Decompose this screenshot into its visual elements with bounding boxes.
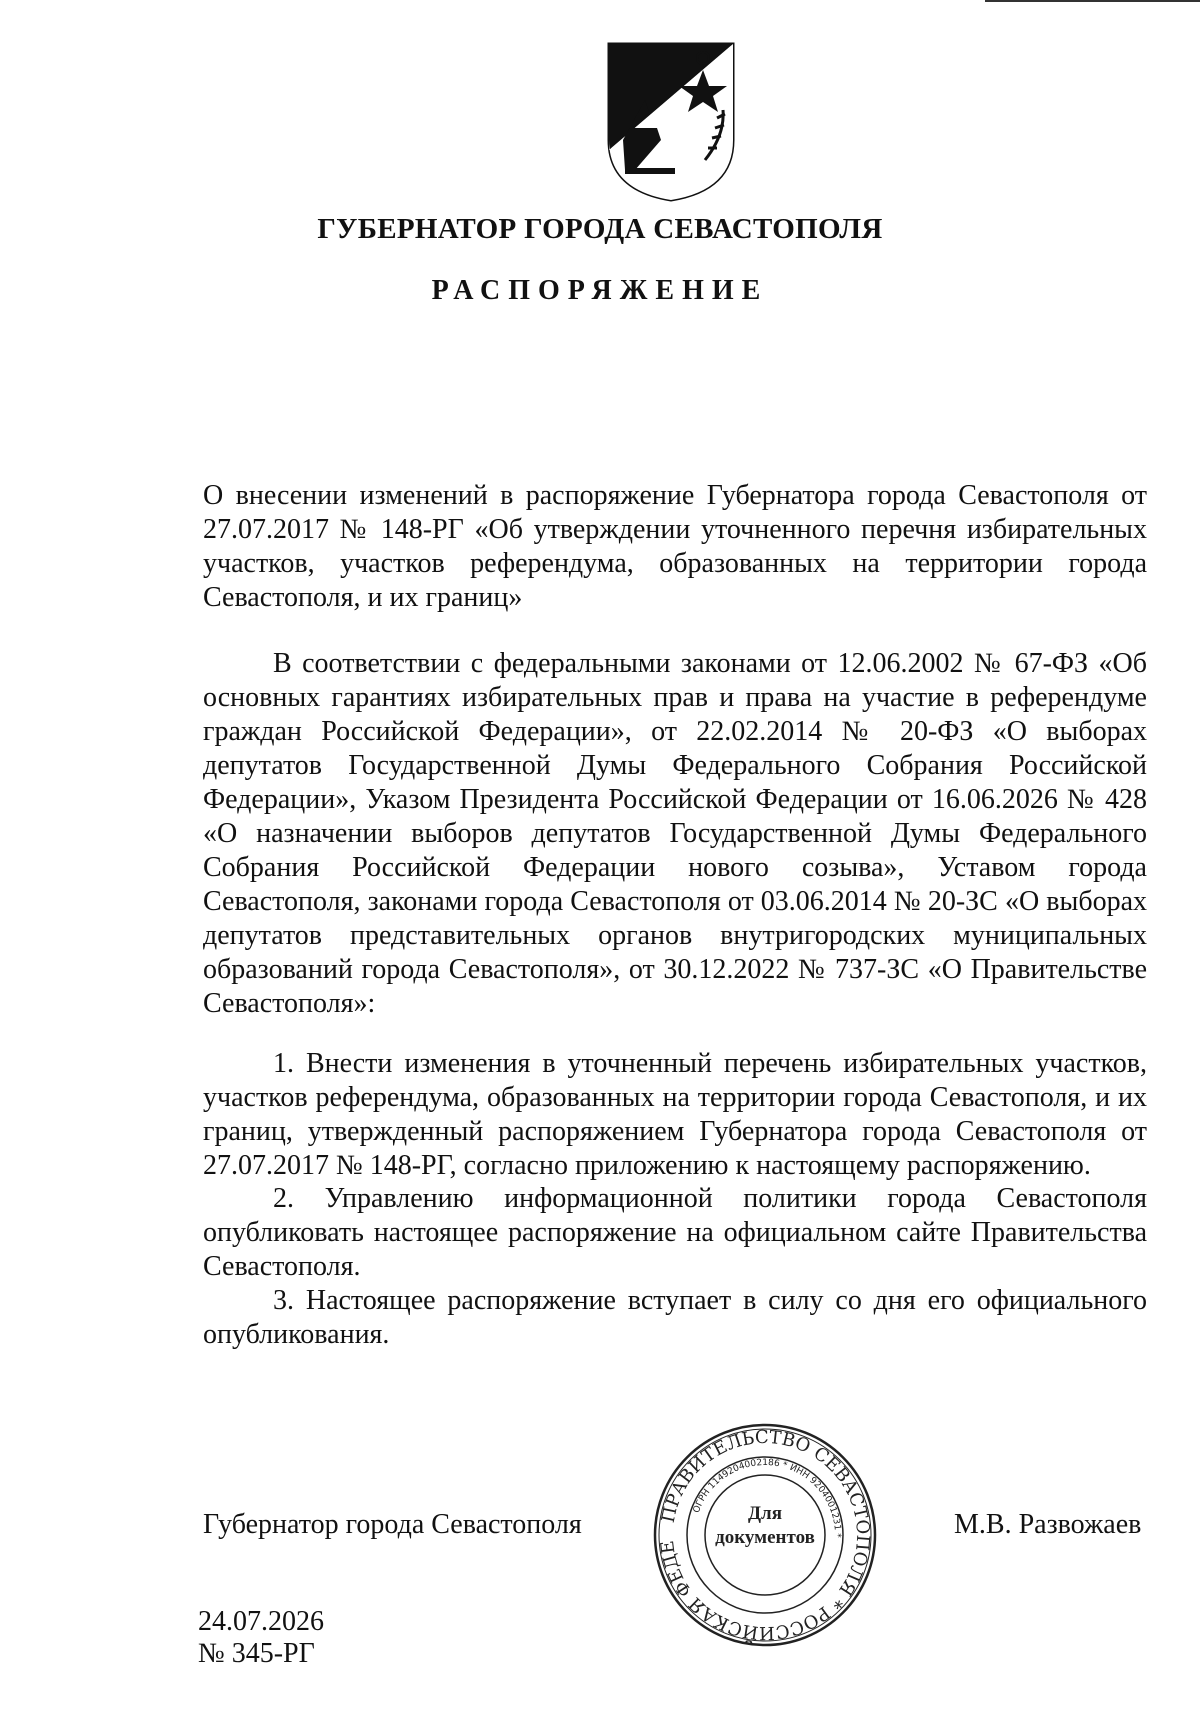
- order-item-1: 1. Внести изменения в уточненный перечень избирательных участков, участков референдума, образованных на территории города Севастополя, и их границ, утвержденный распоряжением Губернатора города Севастополя от 27.07.2017 № 148-РГ, согласно приложению к настоящему распоряжению.: [203, 1048, 1147, 1181]
- document-number: № 345-РГ: [198, 1638, 315, 1669]
- seal-inner-text: ОГРН 1149204002186 * ИНН 9204001231 *: [691, 1457, 843, 1538]
- seal-center-text: Для документов: [715, 1503, 815, 1548]
- scan-edge-line: [985, 0, 1200, 2]
- document-type: РАСПОРЯЖЕНИЕ: [431, 275, 769, 306]
- order-item-2: 2. Управлению информационной политики города Севастополя опубликовать настоящее распоряжение на официальном сайте Правительства Севастополя.: [203, 1183, 1147, 1282]
- order-subject: О внесении изменений в распоряжение Губернатора города Севастополя от 27.07.2017 № 148-РГ «Об утверждении уточненного перечня избирательных участков, участков референдума, образованных на территории города Севастополя, и их границ»: [203, 480, 1147, 613]
- document-date: 24.07.2026: [198, 1606, 324, 1637]
- signatory-name: М.В. Развожаев: [954, 1509, 1142, 1540]
- order-preamble: В соответствии с федеральными законами от 12.06.2002 № 67-ФЗ «Об основных гарантиях избирательных прав и права на участие в референдуме граждан Российской Федерации», от 22.02.2014 № 20-ФЗ «О выборах депутатов Государственной Думы Федерального Собрания Российской Федерации», Указом Президента Российской Федерации от 16.06.2026 № 428 «О назначении выборов депутатов Государственной Думы Федерального Собрания Российской Федерации нового созыва», Уставом города Севастополя, законами города Севастополя от 03.06.2014 № 20-ЗС «О выборах депутатов представительных органов внутригородских муниципальных образований города Севастополя», от 30.12.2022 № 737-ЗС «О Правительстве Севастополя»:: [203, 648, 1147, 1019]
- signatory-position: Губернатор города Севастополя: [203, 1509, 582, 1540]
- seal-outer-text: ПРАВИТЕЛЬСТВО СЕВАСТОПОЛЯ * РОССИЙСКАЯ ФЕДЕ: [657, 1426, 874, 1644]
- order-item-3: 3. Настоящее распоряжение вступает в силу со дня его официального опубликования.: [203, 1285, 1147, 1350]
- issuer-title: ГУБЕРНАТОР ГОРОДА СЕВАСТОПОЛЯ: [317, 213, 883, 245]
- sevastopol-coat-of-arms-icon: [605, 40, 737, 202]
- document-date-number: [198, 1606, 324, 1670]
- official-seal: [650, 1420, 880, 1650]
